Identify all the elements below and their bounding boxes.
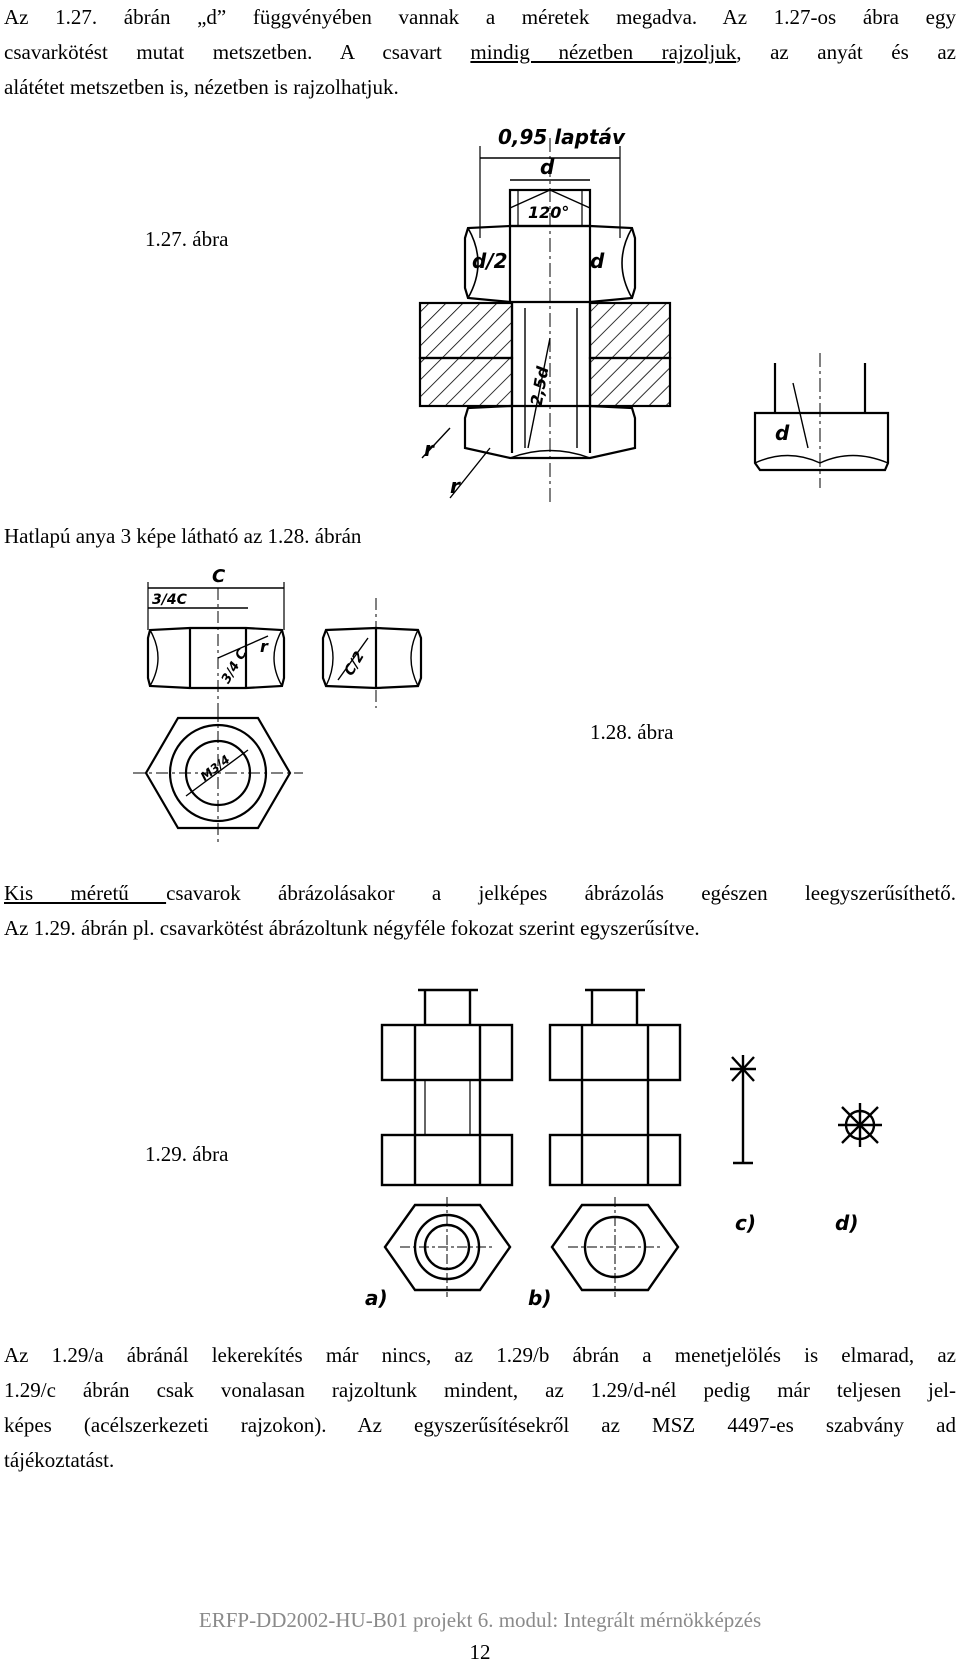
fig128-circle-label: M3/4 (197, 752, 233, 784)
fig129-caption: 1.29. ábra (145, 1142, 229, 1166)
fig128-drawing (128, 568, 458, 848)
fig128-r-label: r (260, 637, 268, 656)
fig128-c-label: C (212, 568, 226, 587)
fig127-d-top-label: d (540, 155, 555, 179)
fig127-r1-label: r (424, 437, 434, 461)
intro-line-2a: csavarkötést mutat metszetben. A csavart (4, 40, 471, 64)
fig127-angle-label: 120° (528, 203, 570, 222)
closing-line-4: tájékoztatást. (4, 1448, 115, 1472)
fig127-d-half-label: d/2 (472, 249, 508, 273)
fig129-b-top (552, 1197, 678, 1297)
nut-intro-line: Hatlapú anya 3 képe látható az 1.28. ábrán (4, 524, 362, 548)
fig129-d-symbol (838, 1103, 882, 1147)
fig127-d-right-label: d (590, 249, 605, 273)
intro-line-1: Az 1.27. ábrán „d” függvényében vannak a méretek megadva. Az 1.27-os ábra egy (4, 5, 956, 29)
intro-paragraph (4, 0, 956, 105)
small-bolts-paragraph (4, 876, 956, 946)
closing-line-2: 1.29/c ábrán csak vonalasan rajzoltunk mindent, az 1.29/d-nél pedig már teljesen jel- (4, 1378, 956, 1402)
fig129-a-top (385, 1197, 510, 1297)
fig128-diag-label: 3/4 C (218, 646, 251, 687)
small-line-1b: csavarok ábrázolásakor a jelképes ábrázolás egészen leegyszerűsíthető. (166, 881, 956, 905)
footer-project: ERFP-DD2002-HU-B01 projekt 6. modul: Integrált mérnökképzés (198, 1608, 762, 1632)
fig129-c-label: c) (735, 1211, 756, 1235)
closing-paragraph (4, 1338, 956, 1478)
intro-underlined-phrase: mindig nézetben rajzoljuk (470, 40, 737, 64)
fig129-a-side (382, 990, 512, 1185)
fig129-d-label: d) (835, 1211, 859, 1235)
fig128-three-quarter-c-label: 3/4C (152, 592, 187, 608)
fig127-pitch-label: 0,95 laptáv (498, 125, 626, 149)
intro-line-3: alátétet metszetben is, nézetben is rajzolhatjuk. (4, 75, 399, 99)
fig127-len-label: 2,5d (526, 364, 553, 408)
fig129-b-side (550, 990, 680, 1185)
plate-right-top (590, 303, 670, 358)
closing-line-1: Az 1.29/a ábránál lekerekítés már nincs, az 1.29/b ábrán a menetjelölés is elmarad, az (4, 1343, 956, 1367)
plate-right-bottom (590, 358, 670, 406)
plate-left-top (420, 303, 512, 358)
intro-line-2 (4, 35, 956, 70)
plate-left-bottom (420, 358, 512, 406)
fig128-caption: 1.28. ábra (590, 720, 674, 744)
fig127-caption: 1.27. ábra (145, 227, 229, 251)
small-underlined-phrase: Kis méretű (4, 881, 167, 905)
fig129-b-label: b) (528, 1286, 552, 1310)
intro-line-2b: , az anyát és az (736, 40, 956, 64)
fig127-d-side-label: d (775, 421, 790, 445)
fig128-c-half-label: C/2 (341, 648, 368, 679)
fig129-c-symbol (730, 1055, 756, 1163)
fig127-drawing (410, 118, 890, 508)
fig129-drawing (360, 985, 900, 1320)
small-line-2: Az 1.29. ábrán pl. csavarkötést ábrázoltunk négyféle fokozat szerint egyszerűsítve. (4, 916, 700, 940)
page-number: 12 (469, 1640, 491, 1664)
closing-line-3: képes (acélszerkezeti rajzokon). Az egyszerűsítésekről az MSZ 4497-es szabvány ad (4, 1413, 956, 1437)
nut-side-view (323, 628, 421, 688)
fig127-r2-label: r (450, 474, 460, 498)
fig129-a-label: a) (365, 1286, 388, 1310)
small-line-1 (4, 876, 956, 911)
